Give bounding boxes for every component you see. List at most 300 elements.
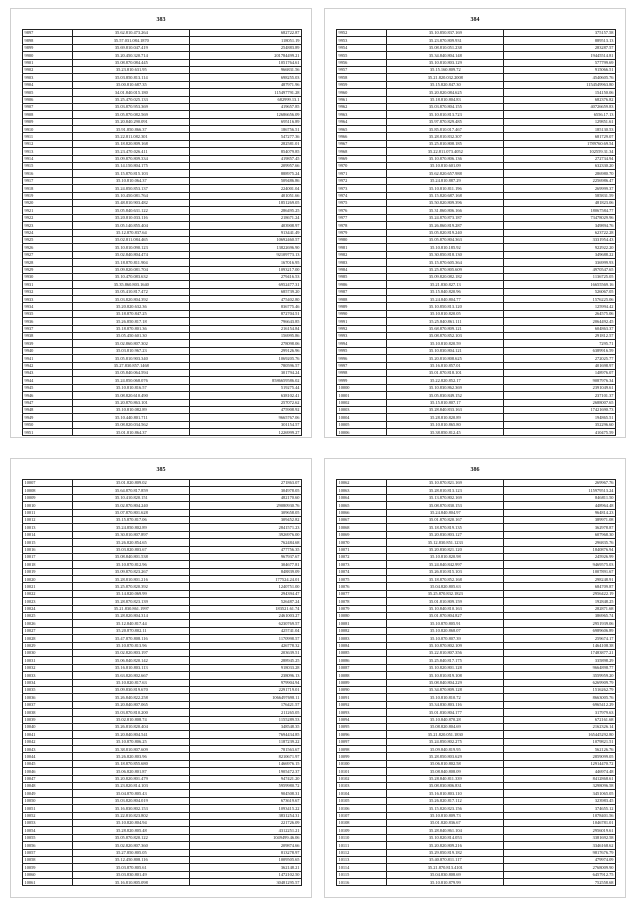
- table-row: [23, 516, 302, 523]
- table-row: [337, 333, 616, 340]
- table-row: [23, 856, 302, 863]
- row-id-cell: 9997: [337, 362, 387, 369]
- row-id-cell: 9903: [23, 74, 73, 81]
- reference-code-cell: 35.09.870.823.267: [73, 568, 190, 575]
- amount-cell: 3451065.05: [504, 790, 616, 797]
- row-id-cell: 10056: [23, 842, 73, 849]
- amount-cell: 547277.36: [190, 133, 302, 140]
- reference-code-cell: 35.16.810.805.098: [73, 879, 190, 886]
- row-id-cell: 10065: [337, 502, 387, 509]
- reference-code-cell: 35.21.820.051.1830: [387, 731, 504, 738]
- amount-cell: 1576225.06: [504, 296, 616, 303]
- amount-cell: 2841571.23: [190, 524, 302, 531]
- reference-code-cell: 35.20.820.632.36: [73, 303, 190, 310]
- amount-cell: 684709.87: [504, 583, 616, 590]
- row-id-cell: 10040: [23, 723, 73, 730]
- table-row: [23, 406, 302, 413]
- amount-cell: 336999.93: [504, 259, 616, 266]
- row-id-cell: 9959: [337, 81, 387, 88]
- reference-code-cell: 35.10.830.862.369: [387, 384, 504, 391]
- table-row: [337, 716, 616, 723]
- reference-code-cell: 35.05.870.820.122: [73, 834, 190, 841]
- row-id-cell: 9916: [23, 170, 73, 177]
- reference-code-cell: 35.08.840.804.229: [387, 679, 504, 686]
- amount-cell: 254883.89: [190, 44, 302, 51]
- reference-code-cell: 35.24.810.887.29: [387, 177, 504, 184]
- table-row: [23, 731, 302, 738]
- amount-cell: 1226999.27: [190, 429, 302, 436]
- document-page-386: [324, 458, 626, 898]
- amount-cell: 1170998.57: [190, 635, 302, 642]
- amount-cell: 1078401.56: [504, 812, 616, 819]
- table-row: [23, 259, 302, 266]
- reference-code-cell: 35.10.840.870.28: [387, 716, 504, 723]
- reference-code-cell: 35.28.820.804.314: [73, 613, 190, 620]
- row-id-cell: 10032: [23, 664, 73, 671]
- row-id-cell: 9922: [23, 214, 73, 221]
- reference-code-cell: 35.10.810.865.80: [387, 421, 504, 428]
- row-id-cell: 10074: [337, 568, 387, 575]
- reference-code-cell: 35.28.820.805.48: [73, 827, 190, 834]
- row-id-cell: 9974: [337, 192, 387, 199]
- reference-code-cell: 35.10.810.819.108: [387, 672, 504, 679]
- table-row: [337, 259, 616, 266]
- amount-cell: 165445292.80: [504, 731, 616, 738]
- amount-cell: 176421.57: [190, 701, 302, 708]
- amount-cell: 186756.51: [190, 126, 302, 133]
- row-id-cell: 9987: [337, 288, 387, 295]
- amount-cell: 1464108.38: [504, 642, 616, 649]
- reference-code-cell: 35.01.810.864.37: [73, 429, 190, 436]
- row-id-cell: 9967: [337, 140, 387, 147]
- row-id-cell: 9982: [337, 251, 387, 258]
- page-number: 385: [156, 467, 166, 473]
- row-id-cell: 10116: [337, 879, 387, 886]
- reference-code-cell: 35.05.870.804.363: [387, 236, 504, 243]
- amount-cell: 272025.77: [504, 355, 616, 362]
- table-row: [337, 44, 616, 51]
- amount-cell: 2688007.65: [504, 399, 616, 406]
- row-id-cell: 10085: [337, 649, 387, 656]
- row-id-cell: 9939: [23, 340, 73, 347]
- amount-cell: 2064492.45: [504, 318, 616, 325]
- amount-cell: 604863.37: [504, 325, 616, 332]
- table-row: [23, 347, 302, 354]
- table-row: [337, 52, 616, 59]
- table-row: [23, 871, 302, 878]
- row-id-cell: 10099: [337, 753, 387, 760]
- table-row: [23, 155, 302, 162]
- reference-code-cell: 35.26.860.819.287: [387, 222, 504, 229]
- table-row: [337, 59, 616, 66]
- table-row: [337, 672, 616, 679]
- amount-cell: 401698.97: [504, 362, 616, 369]
- table-row: [23, 701, 302, 708]
- row-id-cell: 10095: [337, 723, 387, 730]
- table-row: [337, 568, 616, 575]
- amount-cell: 426778.32: [190, 642, 302, 649]
- reference-code-cell: 35.28.840.861.104: [387, 827, 504, 834]
- table-row: [337, 583, 616, 590]
- amount-cell: 259674.17: [504, 635, 616, 642]
- row-id-cell: 10025: [23, 613, 73, 620]
- table-row: [337, 303, 616, 310]
- page-number: 386: [470, 467, 480, 473]
- row-id-cell: 9931: [23, 281, 73, 288]
- amount-cell: 245926.99: [504, 553, 616, 560]
- reference-code-cell: 35.28.840.833.163: [387, 406, 504, 413]
- table-row: [23, 694, 302, 701]
- table-row: [337, 66, 616, 73]
- table-row: [337, 709, 616, 716]
- amount-cell: 3381692.58: [504, 834, 616, 841]
- table-row: [23, 126, 302, 133]
- amount-cell: 1051764.61: [190, 59, 302, 66]
- reference-code-cell: 35.20.870.802.11: [73, 627, 190, 634]
- amount-cell: 17483877.21: [504, 649, 616, 656]
- row-id-cell: 9913: [23, 148, 73, 155]
- row-id-cell: 9985: [337, 273, 387, 280]
- table-row: [337, 753, 616, 760]
- table-row: [23, 864, 302, 871]
- amount-cell: 201784499.21: [190, 52, 302, 59]
- row-id-cell: 10052: [23, 812, 73, 819]
- row-id-cell: 10044: [23, 753, 73, 760]
- reference-code-cell: 35.27.850.805.05: [73, 849, 190, 856]
- amount-cell: 562126.76: [504, 746, 616, 753]
- reference-code-cell: 35.34.870.809.128: [387, 686, 504, 693]
- amount-cell: 323983.45: [504, 797, 616, 804]
- table-row: [23, 679, 302, 686]
- amount-cell: 177524.24.01: [190, 576, 302, 583]
- row-id-cell: 9941: [23, 355, 73, 362]
- table-row: [337, 236, 616, 243]
- reference-code-cell: 35.05.830.849.152: [387, 392, 504, 399]
- reference-code-cell: 35.22.810.807.356: [387, 649, 504, 656]
- amount-cell: 854079.85: [190, 148, 302, 155]
- table-row: [23, 111, 302, 118]
- table-row: [23, 37, 302, 44]
- table-row: [337, 590, 616, 597]
- row-id-cell: 10003: [337, 406, 387, 413]
- table-row: [23, 163, 302, 170]
- reference-code-cell: 35.34.840.804.148: [387, 52, 504, 59]
- reference-code-cell: 35.23.470.026.411: [73, 148, 190, 155]
- amount-cell: 1154549963.80: [504, 81, 616, 88]
- table-row: [337, 103, 616, 110]
- row-id-cell: 9908: [23, 111, 73, 118]
- row-id-cell: 10105: [337, 797, 387, 804]
- reference-code-cell: 35.10.870.805.91: [387, 620, 504, 627]
- amount-cell: 18067584.77: [504, 207, 616, 214]
- amount-cell: 904508.31: [190, 790, 302, 797]
- amount-cell: 475908.92: [190, 406, 302, 413]
- table-row: [337, 627, 616, 634]
- table-row: [337, 421, 616, 428]
- reference-code-cell: 35.10.810.803.129: [387, 59, 504, 66]
- row-id-cell: 9986: [337, 281, 387, 288]
- row-id-cell: 9996: [337, 355, 387, 362]
- amount-cell: 685739.20: [190, 288, 302, 295]
- table-row: [23, 362, 302, 369]
- row-id-cell: 10006: [337, 429, 387, 436]
- reference-code-cell: 35.63.820.802.667: [73, 672, 190, 679]
- table-row: [23, 546, 302, 553]
- reference-code-cell: 35.10.810.090.123: [73, 244, 190, 251]
- row-id-cell: 9938: [23, 333, 73, 340]
- amount-cell: 2859099.05: [504, 753, 616, 760]
- amount-cell: 6269909.79: [504, 679, 616, 686]
- table-row: [337, 229, 616, 236]
- reference-code-cell: 35.10.810.810.72: [387, 694, 504, 701]
- reference-code-cell: 35.26.810.815.103: [387, 568, 504, 575]
- reference-code-cell: 35.09.840.819.95: [387, 746, 504, 753]
- reference-code-cell: 35.10.870.806.25: [73, 738, 190, 745]
- amount-cell: 1240751.00: [190, 583, 302, 590]
- table-row: [23, 229, 302, 236]
- amount-cell: 92109773.13: [190, 251, 302, 258]
- amount-cell: 2162326.14: [504, 723, 616, 730]
- reference-code-cell: 35.26.850.817.18: [73, 318, 190, 325]
- amount-cell: 10692460.57: [190, 236, 302, 243]
- amount-cell: 362978.87: [504, 524, 616, 531]
- amount-cell: 966831.56: [190, 66, 302, 73]
- table-row: [23, 414, 302, 421]
- row-id-cell: 10109: [337, 827, 387, 834]
- table-row: [23, 185, 302, 192]
- table-row: [337, 273, 616, 280]
- amount-cell: 3298096.58: [504, 783, 616, 790]
- table-row: [23, 192, 302, 199]
- table-row: [23, 369, 302, 376]
- row-id-cell: 9919: [23, 192, 73, 199]
- reference-code-cell: 35.03.870.953.369: [73, 103, 190, 110]
- table-row: [23, 207, 302, 214]
- reference-code-cell: 34.01.840.015.180: [73, 89, 190, 96]
- reference-code-cell: 35.09.820.082.182: [387, 273, 504, 280]
- row-id-cell: 10079: [337, 605, 387, 612]
- table-row: [23, 44, 302, 51]
- reference-code-cell: 35.18.870.801.36: [73, 325, 190, 332]
- amount-cell: 148976.07: [504, 369, 616, 376]
- reference-code-cell: 35.10.820.868.07: [387, 627, 504, 634]
- row-id-cell: 10041: [23, 731, 73, 738]
- amount-cell: 889513.13: [504, 37, 616, 44]
- amount-cell: 6952477.31: [190, 281, 302, 288]
- table-row: [337, 192, 616, 199]
- amount-cell: 279416.53: [190, 273, 302, 280]
- amount-cell: 272734.94: [504, 155, 616, 162]
- document-page-385: [10, 458, 312, 898]
- table-row: [337, 553, 616, 560]
- table-row: [337, 296, 616, 303]
- reference-code-cell: 35.10.840.810.163: [387, 605, 504, 612]
- amount-cell: 348548.35: [190, 723, 302, 730]
- amount-cell: 2291719.01: [190, 686, 302, 693]
- amount-cell: 780596.57: [190, 362, 302, 369]
- table-row: [23, 244, 302, 251]
- table-row: [23, 288, 302, 295]
- amount-cell: 482170.60: [190, 494, 302, 501]
- row-id-cell: 10031: [23, 657, 73, 664]
- row-id-cell: 10013: [23, 524, 73, 531]
- row-id-cell: 10047: [23, 775, 73, 782]
- amount-cell: 16655569.16: [504, 281, 616, 288]
- row-id-cell: 9998: [337, 369, 387, 376]
- table-row: [337, 642, 616, 649]
- row-id-cell: 9929: [23, 266, 73, 273]
- reference-code-cell: 35.01.830.804.177: [387, 709, 504, 716]
- table-row: [23, 421, 302, 428]
- row-id-cell: 10049: [23, 790, 73, 797]
- reference-code-cell: 35.10.870.806.136: [387, 155, 504, 162]
- reference-code-cell: 35.08.830.806.831: [387, 783, 504, 790]
- reference-code-cell: 35.10.810.879.99: [387, 879, 504, 886]
- amount-cell: 695116.89: [190, 118, 302, 125]
- table-row: [337, 148, 616, 155]
- row-id-cell: 10020: [23, 576, 73, 583]
- reference-code-cell: 35.10.810.064.37: [73, 177, 190, 184]
- amount-cell: 301794.24: [190, 369, 302, 376]
- reference-code-cell: 35.04.820.805.63: [387, 583, 504, 590]
- table-row: [23, 140, 302, 147]
- amount-cell: 129851.61: [504, 118, 616, 125]
- table-row: [23, 649, 302, 656]
- amount-cell: 1187239.22: [190, 738, 302, 745]
- amount-cell: 813278.97: [190, 849, 302, 856]
- reference-code-cell: 35.28.810.813.123: [387, 487, 504, 494]
- table-row: [337, 362, 616, 369]
- row-id-cell: 10004: [337, 414, 387, 421]
- reference-code-cell: 35.01.820.836.67: [387, 819, 504, 826]
- table-row: [23, 686, 302, 693]
- amount-cell: 585831.59: [504, 192, 616, 199]
- table-row: [337, 797, 616, 804]
- amount-cell: 419657.85: [190, 103, 302, 110]
- row-id-cell: 9993: [337, 333, 387, 340]
- reference-code-cell: 35.08.820.034.562: [73, 421, 190, 428]
- row-id-cell: 9932: [23, 288, 73, 295]
- table-row: [23, 524, 302, 531]
- row-id-cell: 9960: [337, 89, 387, 96]
- ledger-table: [336, 29, 616, 436]
- amount-cell: 8586659586.02: [190, 377, 302, 384]
- table-row: [337, 480, 616, 487]
- reference-code-cell: 35.14.150.804.175: [73, 163, 190, 170]
- row-id-cell: 10036: [23, 694, 73, 701]
- row-id-cell: 9999: [337, 377, 387, 384]
- reference-code-cell: 35.24.840.842.997: [387, 561, 504, 568]
- reference-code-cell: 35.10.810.820.05: [387, 310, 504, 317]
- reference-code-cell: 35.28.840.811.339: [387, 775, 504, 782]
- row-id-cell: 10090: [337, 686, 387, 693]
- amount-cell: 479974.09: [504, 856, 616, 863]
- amount-cell: 4312251.21: [190, 827, 302, 834]
- amount-cell: 13822696.90: [190, 244, 302, 251]
- amount-cell: 3331954.43: [504, 236, 616, 243]
- table-row: [337, 392, 616, 399]
- row-id-cell: 9971: [337, 170, 387, 177]
- reference-code-cell: 35.05.820.819.240: [387, 229, 504, 236]
- reference-code-cell: 35.03.870.810.200: [73, 709, 190, 716]
- row-id-cell: 10108: [337, 819, 387, 826]
- amount-cell: 19445514.81: [504, 52, 616, 59]
- row-id-cell: 10088: [337, 672, 387, 679]
- table-row: [337, 126, 616, 133]
- reference-code-cell: 35.40.870.811.117: [387, 856, 504, 863]
- reference-code-cell: 35.30.850.818.130: [387, 251, 504, 258]
- reference-code-cell: 35.06.820.801.87: [73, 768, 190, 775]
- reference-code-cell: 35.26.820.854.65: [73, 539, 190, 546]
- reference-code-cell: 35.34.830.803.116: [387, 701, 504, 708]
- amount-cell: 2951939.06: [504, 620, 616, 627]
- reference-code-cell: 35.85.810.017.467: [387, 126, 504, 133]
- row-id-cell: 10055: [23, 834, 73, 841]
- reference-code-cell: 35.25.870.832.1823: [387, 590, 504, 597]
- reference-code-cell: 35.18.870.855.680: [73, 760, 190, 767]
- amount-cell: 317979.63: [504, 709, 616, 716]
- table-row: [337, 864, 616, 871]
- amount-cell: 1516262.79: [504, 686, 616, 693]
- amount-cell: 448964.48: [504, 502, 616, 509]
- reference-code-cell: 35.20.450.320.714: [73, 52, 190, 59]
- row-id-cell: 10106: [337, 805, 387, 812]
- reference-code-cell: 35.04.870.805.43: [73, 790, 190, 797]
- reference-code-cell: 35.12.840.817.44: [73, 620, 190, 627]
- amount-cell: 947421.20: [190, 775, 302, 782]
- table-row: [23, 812, 302, 819]
- row-id-cell: 10016: [23, 546, 73, 553]
- reference-code-cell: 35.16.810.803.110: [387, 790, 504, 797]
- reference-code-cell: 35.21.820.032.2008: [387, 74, 504, 81]
- table-row: [337, 384, 616, 391]
- row-id-cell: 10069: [337, 531, 387, 538]
- amount-cell: 282871.68: [504, 605, 616, 612]
- amount-cell: 519275.44: [190, 384, 302, 391]
- reference-code-cell: 35.20.830.821.120: [387, 546, 504, 553]
- reference-code-cell: 35.21.870.813.4101: [387, 864, 504, 871]
- reference-code-cell: 35.01.870.818.101: [387, 369, 504, 376]
- amount-cell: 526487.24: [190, 598, 302, 605]
- table-row: [337, 760, 616, 767]
- amount-cell: 848839.09: [190, 568, 302, 575]
- table-row: [337, 738, 616, 745]
- reference-code-cell: 35.03.810.967.23: [73, 347, 190, 354]
- amount-cell: 3831254.31: [190, 812, 302, 819]
- table-row: [337, 140, 616, 147]
- table-row: [23, 355, 302, 362]
- amount-cell: 8663005.76: [504, 694, 616, 701]
- reference-code-cell: 35.10.870.821.169: [387, 480, 504, 487]
- table-row: [23, 236, 302, 243]
- table-row: [23, 384, 302, 391]
- reference-code-cell: 35.06.810.802.58: [387, 760, 504, 767]
- reference-code-cell: 35.69.810.047.419: [73, 44, 190, 51]
- amount-cell: 9664898.77: [504, 664, 616, 671]
- amount-cell: 309452.82: [190, 516, 302, 523]
- row-id-cell: 10034: [23, 679, 73, 686]
- reference-code-cell: 35.50.820.809.396: [387, 199, 504, 206]
- row-id-cell: 10026: [23, 620, 73, 627]
- reference-code-cell: 35.09.830.819.670: [73, 686, 190, 693]
- reference-code-cell: 35.38.850.812.45: [387, 429, 504, 436]
- row-id-cell: 9930: [23, 273, 73, 280]
- amount-cell: 796643.85: [190, 318, 302, 325]
- amount-cell: 349894.76: [504, 222, 616, 229]
- reference-code-cell: 35.15.160.809.72: [387, 66, 504, 73]
- table-row: [337, 509, 616, 516]
- row-id-cell: 9907: [23, 103, 73, 110]
